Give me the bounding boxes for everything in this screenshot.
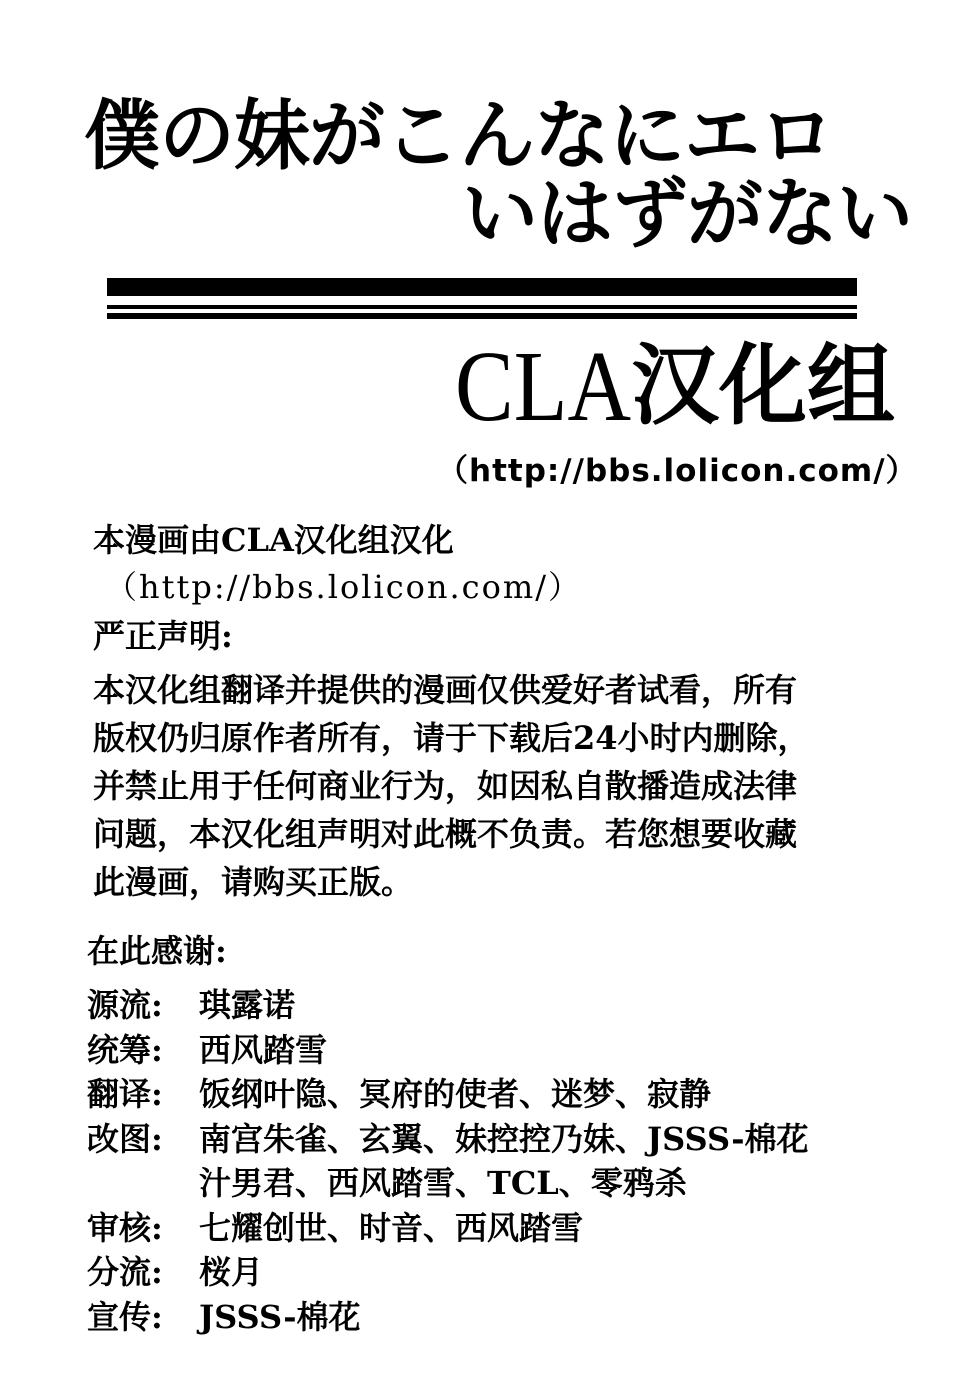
credit-role: 宣传: (87, 1297, 163, 1336)
credit-row-editing (87, 1114, 809, 1203)
divider-thin-1 (107, 305, 857, 309)
credit-names: 琪露诺 (199, 986, 296, 1024)
credits-list (87, 980, 809, 1336)
notice-line: 并禁止用于任何商业行为，如因私自散播造成法律 (93, 767, 798, 805)
credit-row-review (87, 1203, 809, 1248)
credit-role: 翻译: (87, 1075, 163, 1113)
credit-role: 统筹: (87, 1030, 163, 1069)
notice-body (93, 666, 913, 906)
credit-role: 分流: (87, 1253, 163, 1291)
group-name-cjk: 汉化组 (631, 334, 896, 437)
notice-line: 此漫画，请购买正版。 (93, 863, 414, 901)
group-url: （http://bbs.lolicon.com/） (437, 453, 918, 489)
credit-names: 七耀创世、时音、西风踏雪 (199, 1208, 584, 1247)
notice-line: 问题，本汉化组声明对此概不负责。若您想要收藏 (93, 815, 798, 853)
notice-line: 版权仍归原作者所有，请于下载后24小时内删除， (93, 719, 810, 757)
group-name-latin: CLA (455, 331, 631, 444)
thanks-heading: 在此感谢: (87, 932, 227, 970)
divider-thick (107, 278, 857, 296)
credit-role: 源流: (87, 986, 163, 1024)
notice-heading: 严正声明: (93, 617, 233, 655)
intro-line: 本漫画由CLA汉化组汉化 (93, 521, 454, 559)
credit-row-translation (87, 1069, 809, 1114)
credit-names: 汁男君、西风踏雪、TCL、零鸦杀 (199, 1164, 687, 1202)
credit-row-source (87, 980, 809, 1025)
credit-names: 西风踏雪 (199, 1030, 328, 1069)
divider-thin-2 (107, 313, 857, 319)
credit-role: 审核: (87, 1208, 163, 1247)
manga-title-line-1: 僕の妹がこんなにエロ (84, 91, 834, 180)
credit-names: 饭纲叶隐、冥府的使者、迷梦、寂静 (199, 1075, 712, 1113)
credit-row-promotion (87, 1292, 809, 1337)
manga-title-line-2: いはずがない (462, 169, 912, 258)
group-name (455, 331, 896, 444)
credit-row-coordination (87, 1025, 809, 1070)
notice-line: 本汉化组翻译并提供的漫画仅供爱好者试看，所有 (93, 671, 798, 709)
intro-url: （http://bbs.lolicon.com/） (105, 568, 582, 606)
credit-names: JSSS-棉花 (199, 1297, 361, 1336)
credit-role: 改图: (87, 1119, 163, 1158)
credit-row-distribution (87, 1247, 809, 1292)
credit-names: 南宫朱雀、玄翼、妹控控乃妹、JSSS-棉花 (199, 1119, 809, 1158)
credit-names: 桜月 (199, 1253, 264, 1291)
